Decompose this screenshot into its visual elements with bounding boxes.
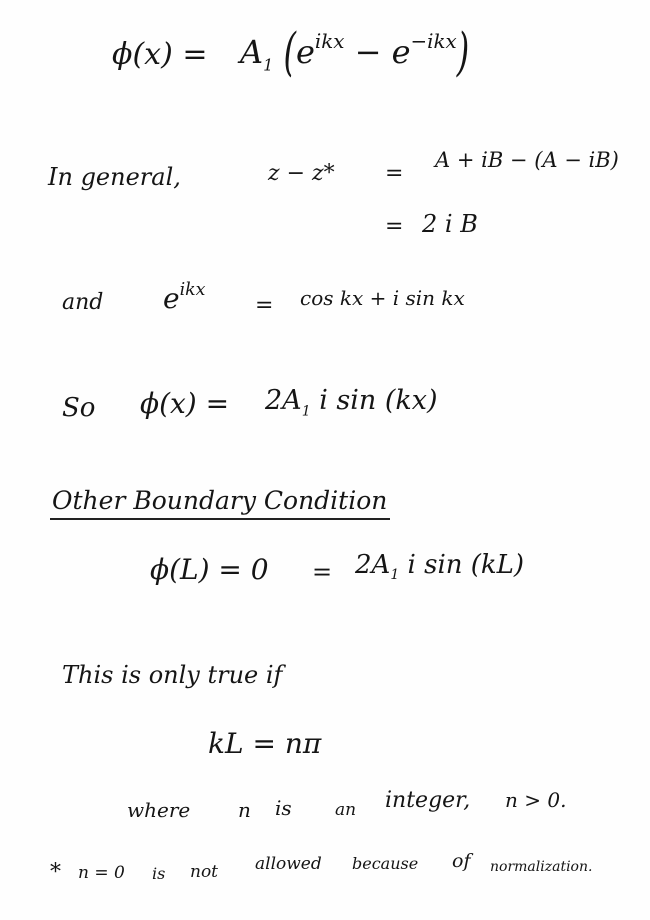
equals-sign-3: = bbox=[255, 293, 274, 318]
coefficient-subscript: 1 bbox=[263, 55, 274, 75]
where-condition: n > 0. bbox=[505, 788, 567, 812]
bc-sine-term: i sin (kL) bbox=[399, 550, 525, 580]
phi-definition-rhs bbox=[240, 21, 470, 83]
bc-lhs: ϕ(L) = 0 bbox=[150, 553, 269, 586]
open-paren: ( bbox=[283, 21, 296, 83]
where-an: an bbox=[335, 800, 357, 820]
so-coefficient: 2A bbox=[265, 385, 302, 416]
equals-sign-2: = bbox=[385, 214, 404, 239]
heading-underline bbox=[50, 518, 390, 520]
footnote-of: of bbox=[452, 850, 471, 872]
coefficient-a: A bbox=[240, 32, 264, 71]
exponent-2: −ikx bbox=[410, 30, 457, 53]
z-minus-conjugate: z − z* bbox=[268, 161, 335, 186]
z-difference-expansion: A + iB − (A − iB) bbox=[435, 148, 619, 172]
footnote-star: * bbox=[50, 860, 61, 885]
exponent-1: ikx bbox=[314, 30, 345, 53]
footnote-is: is bbox=[152, 864, 166, 883]
in-general-label: In general, bbox=[48, 163, 181, 191]
footnote-allowed: allowed bbox=[255, 854, 322, 874]
so-word: So bbox=[62, 393, 96, 423]
where-word: where bbox=[127, 798, 191, 822]
where-n: n bbox=[238, 798, 251, 822]
bc-rhs bbox=[355, 552, 524, 582]
equals-sign-4: = bbox=[312, 558, 333, 586]
so-coefficient-subscript: 1 bbox=[301, 403, 311, 420]
phi-definition-lhs: ϕ(x) = bbox=[112, 37, 208, 72]
where-integer: integer, bbox=[385, 788, 471, 813]
euler-exponent: ikx bbox=[179, 280, 206, 300]
and-word: and bbox=[62, 290, 104, 315]
exp-base-1: e bbox=[295, 32, 315, 71]
footnote-not: not bbox=[190, 862, 219, 882]
z-difference-result: 2 i B bbox=[422, 210, 478, 238]
so-sine-term: i sin (kx) bbox=[310, 385, 438, 416]
bc-coefficient-subscript: 1 bbox=[390, 567, 400, 584]
so-phi-lhs: ϕ(x) = bbox=[140, 387, 230, 420]
footnote-because: because bbox=[352, 854, 419, 873]
close-paren: ) bbox=[456, 21, 470, 83]
where-is: is bbox=[275, 796, 292, 820]
so-phi-rhs bbox=[265, 387, 438, 418]
quantization-condition: kL = nπ bbox=[208, 727, 322, 760]
footnote-n-zero: n = 0 bbox=[78, 863, 125, 883]
footnote-normalization: normalization. bbox=[490, 859, 593, 875]
bc-coefficient: 2A bbox=[355, 550, 391, 580]
only-true-if-text: This is only true if bbox=[62, 661, 283, 689]
euler-rhs: cos kx + i sin kx bbox=[300, 286, 465, 310]
euler-lhs bbox=[163, 280, 206, 316]
equals-sign-1: = bbox=[385, 161, 404, 186]
minus-e: − e bbox=[344, 32, 411, 71]
boundary-condition-heading: Other Boundary Condition bbox=[52, 486, 388, 515]
euler-base: e bbox=[163, 282, 180, 316]
